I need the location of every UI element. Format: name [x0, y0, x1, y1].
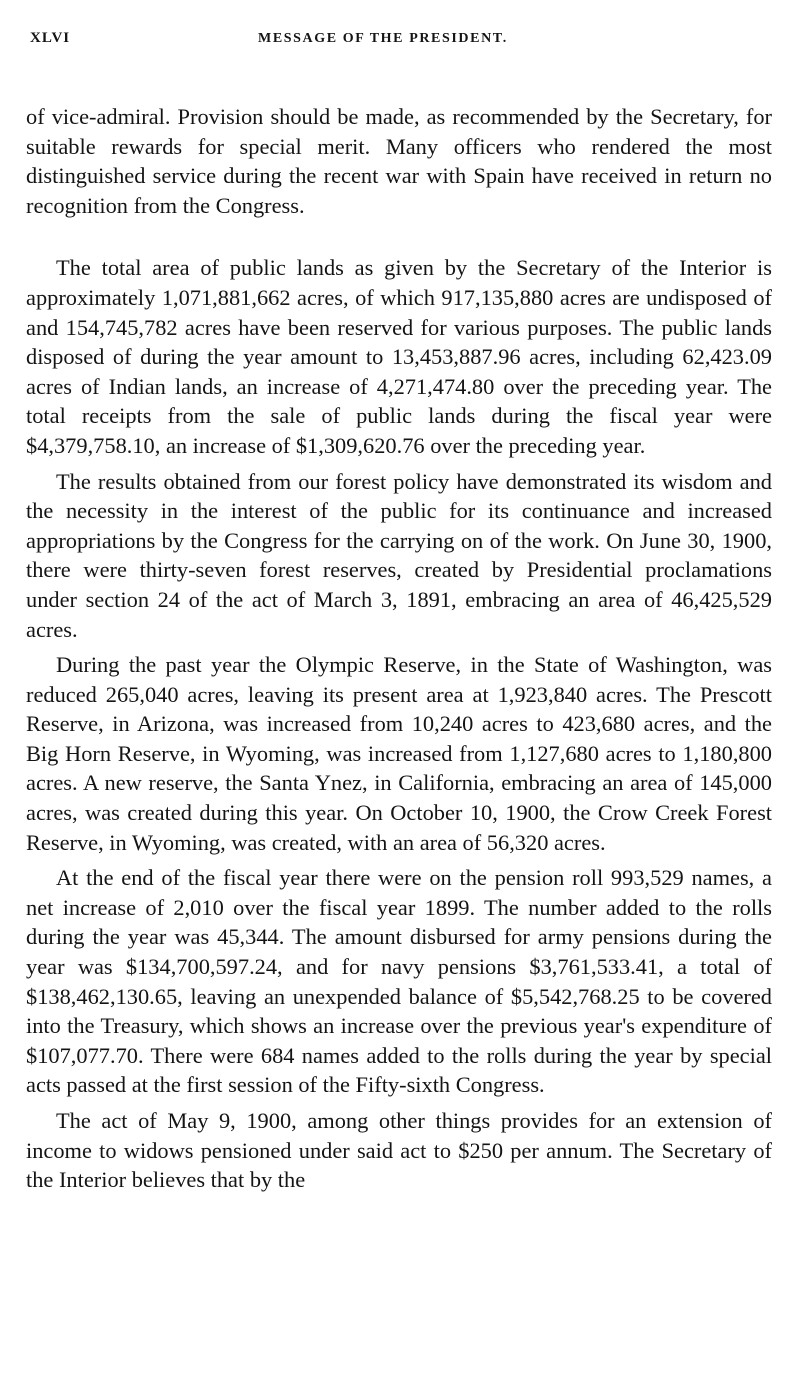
paragraph-forest-reserves: During the past year the Olympic Reserve, in the State of Washington, was reduced 265,040 acres, leaving its present area at 1,923,840 acres. The Prescott Reserve, in Arizona, was increased from 10,240 acres to 423,680 acres, and the Big Horn Reserve, in Wyoming, was increased from 1,127,680 acres to 1,180,800 acres. A new reserve, the Santa Ynez, in California, embracing an area of 145,000 acres, was created during this year. On October 10, 1900, the Crow Creek Forest Reserve, in Wyoming, was created, with an area of 56,320 acres.: [26, 652, 772, 855]
running-title: MESSAGE OF THE PRESIDENT.: [258, 31, 508, 46]
paragraph-widows-pensions: The act of May 9, 1900, among other things provides for an extension of income to widows pensioned under said act to $250 per annum. The Secretary of the Interior believes that by the: [26, 1108, 772, 1193]
paragraph-pension-roll: At the end of the fiscal year there were on the pension roll 993,529 names, a net increase of 2,010 over the fiscal year 1899. The number added to the rolls during the year was 45,344. The amount disbursed for army pensions during the year was $134,700,597.24, and for navy pensions $3,761,533.41, a total of $138,462,130.65, leaving an unexpended balance of $5,542,768.25 to be covered into the Treasury, which shows an increase over the previous year's expenditure of $107,077.70. There were 684 names added to the rolls during the year by special acts passed at the first session of the Fifty-sixth Congress.: [26, 865, 772, 1098]
paragraph-public-lands: The total area of public lands as given by the Secretary of the Interior is approximately 1,071,881,662 acres, of which 917,135,880 acres are undisposed of and 154,745,782 acres have been reserved for various purposes. The public lands disposed of during the year amount to 13,453,887.96 acres, including 62,423.09 acres of Indian lands, an increase of 4,271,474.80 over the preceding year. The total receipts from the sale of public lands during the fiscal year were $4,379,758.10, an increase of $1,309,620.76 over the preceding year.: [26, 255, 772, 458]
page-number: XLVI: [30, 30, 71, 46]
body-text: [26, 102, 772, 1195]
paragraph-forest-policy: The results obtained from our forest policy have demonstrated its wisdom and the necessity in the interest of the public for its continuance and increased appropriations by the Congress for the carrying on of the work. On June 30, 1900, there were thirty-seven forest reserves, created by Presidential proclamations under section 24 of the act of March 3, 1891, embracing an area of 46,425,529 acres.: [26, 468, 772, 642]
running-head: [26, 30, 772, 58]
paragraph-navy-rewards: of vice-admiral. Provision should be made, as recommended by the Secretary, for suitable rewards for special merit. Many officers who rendered the most distinguished service during the recent war with Spain have received in return no recognition from the Congress.: [26, 104, 772, 218]
